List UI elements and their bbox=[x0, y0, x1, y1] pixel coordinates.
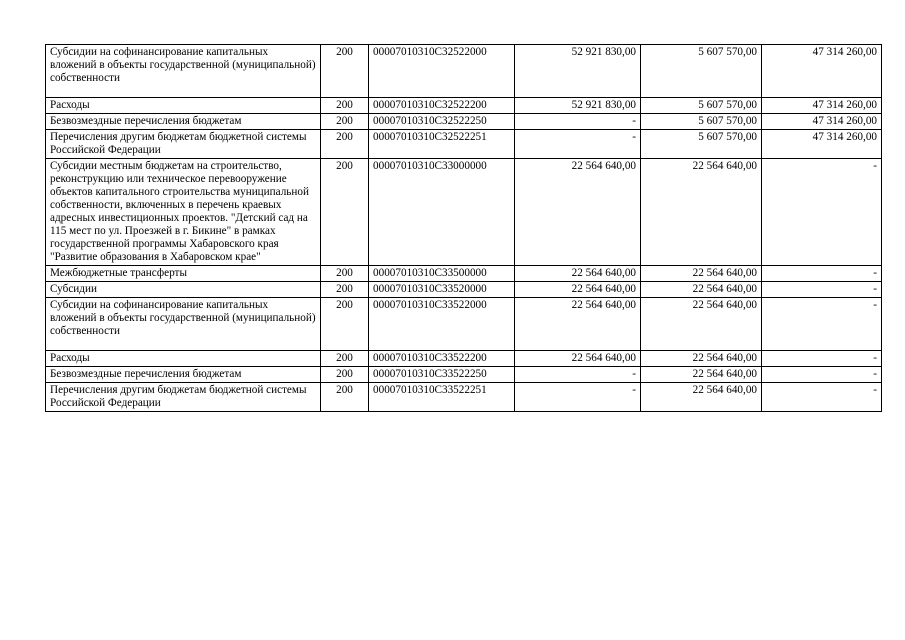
row-code: 200 bbox=[321, 266, 369, 282]
row-code: 200 bbox=[321, 282, 369, 298]
row-plan: 22 564 640,00 bbox=[515, 282, 641, 298]
row-exec: 5 607 570,00 bbox=[641, 114, 762, 130]
row-kbk: 00007010310С33500000 bbox=[369, 266, 515, 282]
row-kbk: 00007010310С33000000 bbox=[369, 159, 515, 266]
table-row bbox=[46, 114, 882, 130]
row-kbk: 00007010310С32522250 bbox=[369, 114, 515, 130]
row-code: 200 bbox=[321, 383, 369, 412]
row-plan: 22 564 640,00 bbox=[515, 266, 641, 282]
row-kbk: 00007010310С32522000 bbox=[369, 45, 515, 98]
row-rest: - bbox=[762, 367, 882, 383]
row-exec: 22 564 640,00 bbox=[641, 351, 762, 367]
table-row bbox=[46, 351, 882, 367]
table-row bbox=[46, 367, 882, 383]
row-plan: 52 921 830,00 bbox=[515, 45, 641, 98]
table-row bbox=[46, 383, 882, 412]
row-plan: - bbox=[515, 130, 641, 159]
row-kbk: 00007010310С33520000 bbox=[369, 282, 515, 298]
row-name: Перечисления другим бюджетам бюджетной системы Российской Федерации bbox=[46, 130, 321, 159]
row-plan: - bbox=[515, 367, 641, 383]
row-code: 200 bbox=[321, 114, 369, 130]
row-code: 200 bbox=[321, 45, 369, 98]
row-exec: 5 607 570,00 bbox=[641, 130, 762, 159]
row-code: 200 bbox=[321, 98, 369, 114]
row-exec: 22 564 640,00 bbox=[641, 298, 762, 351]
row-name: Перечисления другим бюджетам бюджетной системы Российской Федерации bbox=[46, 383, 321, 412]
row-kbk: 00007010310С33522000 bbox=[369, 298, 515, 351]
row-plan: 22 564 640,00 bbox=[515, 298, 641, 351]
row-exec: 5 607 570,00 bbox=[641, 45, 762, 98]
row-rest: - bbox=[762, 298, 882, 351]
table-row bbox=[46, 45, 882, 98]
budget-table-body bbox=[46, 45, 882, 412]
table-row bbox=[46, 298, 882, 351]
row-exec: 22 564 640,00 bbox=[641, 383, 762, 412]
row-rest: - bbox=[762, 266, 882, 282]
table-row bbox=[46, 130, 882, 159]
row-rest: - bbox=[762, 351, 882, 367]
row-rest: - bbox=[762, 282, 882, 298]
row-rest: 47 314 260,00 bbox=[762, 98, 882, 114]
row-name: Субсидии местным бюджетам на строительство, реконструкцию или техническое перевооружение объектов капитального строительства муниципальной собственности, включенных в перечень краевых адресных инвестиционных проектов. "Детский сад на 115 мест по ул. Проезжей в г. Бикине" в рамках государственной программы Хабаровского края "Развитие образования в Хабаровском крае" bbox=[46, 159, 321, 266]
table-row bbox=[46, 98, 882, 114]
row-plan: 22 564 640,00 bbox=[515, 159, 641, 266]
row-code: 200 bbox=[321, 130, 369, 159]
row-name: Субсидии на софинансирование капитальных вложений в объекты государственной (муниципальной) собственности bbox=[46, 298, 321, 351]
row-plan: 22 564 640,00 bbox=[515, 351, 641, 367]
row-rest: 47 314 260,00 bbox=[762, 45, 882, 98]
row-name: Субсидии на софинансирование капитальных вложений в объекты государственной (муниципальной) собственности bbox=[46, 45, 321, 98]
row-kbk: 00007010310С33522200 bbox=[369, 351, 515, 367]
row-kbk: 00007010310С33522250 bbox=[369, 367, 515, 383]
table-row bbox=[46, 159, 882, 266]
row-kbk: 00007010310С32522251 bbox=[369, 130, 515, 159]
row-name: Межбюджетные трансферты bbox=[46, 266, 321, 282]
row-rest: 47 314 260,00 bbox=[762, 114, 882, 130]
row-exec: 5 607 570,00 bbox=[641, 98, 762, 114]
row-rest: - bbox=[762, 159, 882, 266]
row-code: 200 bbox=[321, 367, 369, 383]
table-row bbox=[46, 266, 882, 282]
row-exec: 22 564 640,00 bbox=[641, 367, 762, 383]
row-name: Безвозмездные перечисления бюджетам bbox=[46, 367, 321, 383]
row-plan: - bbox=[515, 383, 641, 412]
row-plan: - bbox=[515, 114, 641, 130]
row-exec: 22 564 640,00 bbox=[641, 159, 762, 266]
table-row bbox=[46, 282, 882, 298]
row-rest: 47 314 260,00 bbox=[762, 130, 882, 159]
row-code: 200 bbox=[321, 298, 369, 351]
row-kbk: 00007010310С33522251 bbox=[369, 383, 515, 412]
row-kbk: 00007010310С32522200 bbox=[369, 98, 515, 114]
row-name: Безвозмездные перечисления бюджетам bbox=[46, 114, 321, 130]
row-exec: 22 564 640,00 bbox=[641, 266, 762, 282]
row-rest: - bbox=[762, 383, 882, 412]
row-name: Расходы bbox=[46, 98, 321, 114]
row-code: 200 bbox=[321, 159, 369, 266]
budget-table bbox=[45, 44, 882, 412]
row-name: Расходы bbox=[46, 351, 321, 367]
row-exec: 22 564 640,00 bbox=[641, 282, 762, 298]
row-code: 200 bbox=[321, 351, 369, 367]
row-plan: 52 921 830,00 bbox=[515, 98, 641, 114]
row-name: Субсидии bbox=[46, 282, 321, 298]
